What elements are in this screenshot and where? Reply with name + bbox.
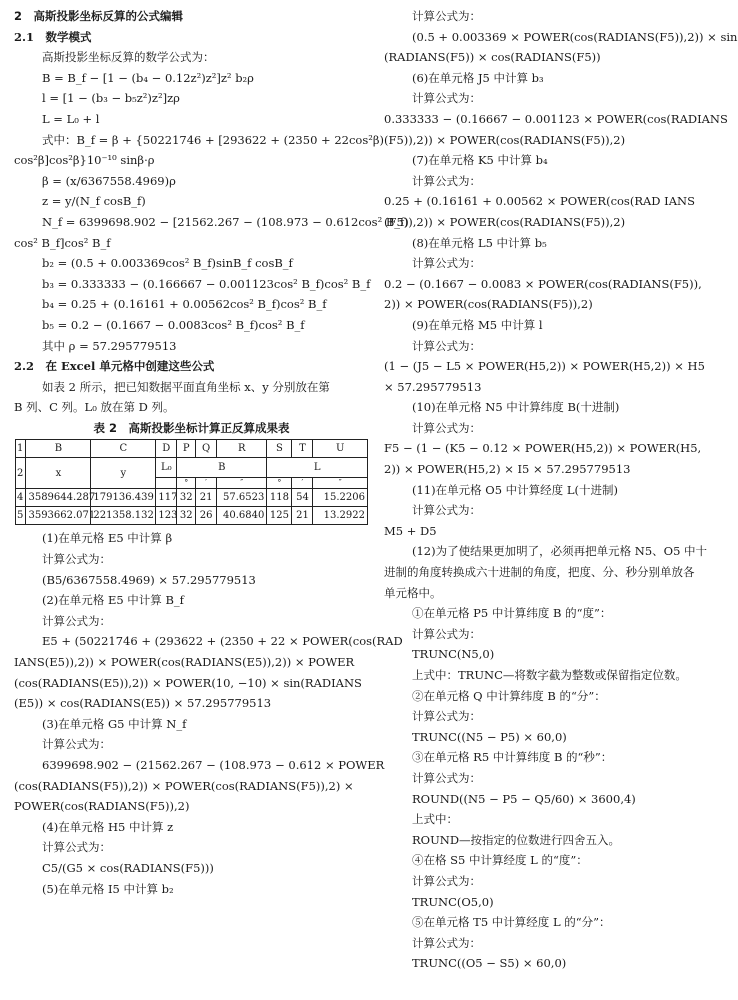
text-line: (cos(RADIANS(E5)),2)) × POWER(10, −10) × sin(RADIANS (14, 675, 362, 690)
text-line: (7)在单元格 K5 中计算 b₄ (412, 153, 548, 168)
table-header-cell: x (26, 458, 91, 489)
table-header-cell: L (267, 458, 368, 477)
table-cell: 118 (267, 489, 292, 507)
table-header-cell: P (177, 440, 196, 458)
table-cell: 21 (292, 507, 313, 525)
table-header-cell: D (156, 440, 177, 458)
table-header-cell: 1 (16, 440, 26, 458)
text-line: 计算公式为： (42, 613, 111, 628)
text-line: (F5)),2)) × POWER(cos(RADIANS(F5)),2) (384, 214, 626, 229)
table-header-cell: ′ (196, 477, 217, 489)
text-line: (E5)) × cos(RADIANS(E5)) × 57.295779513 (14, 696, 272, 711)
table-header-cell: B (26, 440, 91, 458)
text-line: 计算公式为： (412, 935, 481, 950)
table-header-cell: S (267, 440, 292, 458)
text-line: 上式中： (412, 812, 458, 827)
text-line: 式中：B_f = β + {50221746 + [293622 + (2350 + 22cos²β) (42, 132, 384, 147)
table-header-cell: R (217, 440, 267, 458)
table-cell: 32 (177, 507, 196, 525)
left-text-after-table (14, 528, 403, 899)
table-row (16, 489, 368, 507)
section-heading: 2.1 数学模式 (14, 29, 92, 44)
table-cell: 32 (177, 489, 196, 507)
text-line: ④在格 S5 中计算经度 L 的“度”： (412, 853, 588, 868)
text-line: (11)在单元格 O5 中计算经度 L(十进制) (412, 482, 618, 497)
text-line: 计算公式为： (412, 873, 481, 888)
text-line: (RADIANS(F5)) × cos(RADIANS(F5)) (384, 50, 601, 65)
section-heading: 2 高斯投影坐标反算的公式编辑 (14, 9, 183, 23)
table-cell: 179136.439 (91, 489, 156, 507)
table-header-cell: L₀ (156, 458, 177, 477)
table-cell: 3593662.071 (26, 507, 91, 525)
left-column (14, 6, 409, 899)
table-header-cell: y (91, 458, 156, 489)
table-cell: 125 (267, 507, 292, 525)
text-line: L = L₀ + l (42, 111, 100, 126)
table-header-cell: ″ (217, 477, 267, 489)
text-line: (1 − (J5 − L5 × POWER(H5,2)) × POWER(H5,2)) × H5 (384, 359, 705, 374)
text-line: 高斯投影坐标反算的数学公式为： (42, 50, 215, 65)
table-header-cell: ″ (313, 477, 368, 489)
table-cell: 13.2922 (313, 507, 368, 525)
text-line: TRUNC(O5,0) (412, 894, 494, 909)
section-heading: 2.2 在 Excel 单元格中创建这些公式 (14, 359, 215, 374)
table-header-row (16, 440, 368, 458)
table-header-cell: C (91, 440, 156, 458)
text-line: ③在单元格 R5 中计算纬度 B 的“秒”： (412, 750, 613, 765)
text-line: (B5/6367558.4969) × 57.295779513 (42, 572, 256, 587)
text-line: 计算公式为： (412, 626, 481, 641)
text-line: B 列、C 列。L₀ 放在第 D 列。 (14, 400, 175, 415)
text-line: 计算公式为： (412, 173, 481, 188)
text-line: 计算公式为： (412, 503, 481, 518)
table-cell: 5 (16, 507, 26, 525)
text-line: (cos(RADIANS(F5)),2)) × POWER(cos(RADIANS(F5)),2) × (14, 778, 354, 793)
text-line: × 57.295779513 (384, 379, 482, 394)
text-line: F5 − (1 − (K5 − 0.12 × POWER(H5,2)) × POWER(H5, (384, 441, 702, 456)
table-cell: 15.2206 (313, 489, 368, 507)
text-line: (0.5 + 0.003369 × POWER(cos(RADIANS(F5)),2)) × sin (412, 29, 738, 44)
table-header-cell: ′ (292, 477, 313, 489)
table-header-row (16, 458, 368, 477)
table-header-cell: ° (177, 477, 196, 489)
text-line: ROUND((N5 − P5 − Q5/60) × 3600,4) (412, 791, 636, 806)
text-line: C5/(G5 × cos(RADIANS(F5))) (42, 860, 214, 875)
text-line: 计算公式为： (412, 709, 481, 724)
table-header-cell: 2 (16, 458, 26, 489)
text-line: 计算公式为： (412, 770, 481, 785)
text-line: (8)在单元格 L5 中计算 b₅ (412, 235, 547, 250)
text-line: 计算公式为： (412, 338, 481, 353)
text-line: 计算公式为： (412, 9, 481, 23)
table-header-cell: Q (196, 440, 217, 458)
text-line: 2)) × POWER(H5,2) × I5 × 57.295779513 (384, 462, 631, 477)
text-line: 其中 ρ = 57.295779513 (42, 338, 177, 353)
text-line: (2)在单元格 E5 中计算 B_f (42, 593, 184, 608)
text-line: 计算公式为： (412, 420, 481, 435)
text-line: 单元格中。 (384, 585, 442, 600)
table-row (16, 507, 368, 525)
text-line: (1)在单元格 E5 中计算 β (42, 531, 173, 546)
text-line: 上式中：TRUNC—将数字截为整数或保留指定位数。 (412, 668, 687, 682)
table-cell: 21 (196, 489, 217, 507)
text-line: cos²β]cos²β}10⁻¹⁰ sinβ·ρ (14, 153, 155, 168)
text-line: 计算公式为： (412, 256, 481, 271)
table-caption: 表 2 高斯投影坐标计算正反算成果表 (93, 420, 290, 435)
text-line: E5 + (50221746 + (293622 + (2350 + 22 × POWER(cos(RAD (42, 634, 403, 649)
text-line: 0.25 + (0.16161 + 0.00562 × POWER(cos(RAD IANS (384, 194, 695, 209)
text-line: 0.333333 − (0.16667 − 0.001123 × POWER(cos(RADIANS (384, 111, 728, 126)
text-line: b₄ = 0.25 + (0.16161 + 0.00562cos² B_f)cos² B_f (42, 297, 327, 312)
text-line: 如表 2 所示，把已知数据平面直角坐标 x、y 分别放在第 (42, 379, 330, 394)
left-text-before-table (14, 6, 409, 438)
text-line: (10)在单元格 N5 中计算纬度 B(十进制) (412, 400, 620, 415)
text-line: (6)在单元格 J5 中计算 b₃ (412, 70, 544, 85)
table-cell: 54 (292, 489, 313, 507)
text-line: 计算公式为： (42, 737, 111, 752)
text-line: l = [1 − (b₃ − b₅z²)z²]zρ (42, 91, 180, 106)
table-header-cell (156, 477, 177, 489)
results-table (15, 439, 368, 525)
text-line: 计算公式为： (412, 91, 481, 106)
text-line: (9)在单元格 M5 中计算 l (412, 317, 543, 332)
text-line: M5 + D5 (384, 523, 437, 538)
table-header-cell: T (292, 440, 313, 458)
table-cell: 40.6840 (217, 507, 267, 525)
text-line: (4)在单元格 H5 中计算 z (42, 819, 174, 834)
text-line: POWER(cos(RADIANS(F5)),2) (14, 799, 190, 814)
text-line: b₅ = 0.2 − (0.1667 − 0.0083cos² B_f)cos² B_f (42, 317, 305, 332)
text-line: 计算公式为： (42, 840, 111, 855)
text-line: 2)) × POWER(cos(RADIANS(F5)),2) (384, 297, 593, 312)
text-line: b₂ = (0.5 + 0.003369cos² B_f)sinB_f cosB_f (42, 256, 293, 271)
text-line: ②在单元格 Q 中计算纬度 B 的“分”： (412, 688, 606, 703)
text-line: cos² B_f]cos² B_f (14, 235, 111, 250)
text-line: β = (x/6367558.4969)ρ (42, 173, 176, 188)
text-line: TRUNC(N5,0) (412, 647, 495, 662)
text-line: 6399698.902 − (21562.267 − (108.973 − 0.612 × POWER (42, 758, 385, 772)
text-line: 计算公式为： (42, 552, 111, 567)
text-line: ⑤在单元格 T5 中计算经度 L 的“分”： (412, 915, 611, 930)
text-line: 0.2 − (0.1667 − 0.0083 × POWER(cos(RADIANS(F5)), (384, 276, 702, 291)
text-line: (F5)),2)) × POWER(cos(RADIANS(F5)),2) (384, 132, 626, 147)
text-line: ①在单元格 P5 中计算纬度 B 的“度”： (412, 606, 612, 621)
text-line: b₃ = 0.333333 − (0.166667 − 0.001123cos² B_f)cos² B_f (42, 276, 371, 291)
table-cell: 57.6523 (217, 489, 267, 507)
text-line: (3)在单元格 G5 中计算 N_f (42, 716, 187, 731)
table-cell: 123 (156, 507, 177, 525)
text-line: TRUNC((N5 − P5) × 60,0) (412, 729, 567, 744)
table-cell: 3589644.287 (26, 489, 91, 507)
table-header-cell: B (177, 458, 267, 477)
table-cell: 4 (16, 489, 26, 507)
text-line: N_f = 6399698.902 − [21562.267 − (108.973 − 0.612cos² B_f) (42, 214, 409, 229)
table-header-cell: U (313, 440, 368, 458)
table-header-cell: ° (267, 477, 292, 489)
text-line: 进制的角度转换成六十进制的角度，把度、分、秒分别单放各 (384, 565, 695, 580)
text-line: TRUNC((O5 − S5) × 60,0) (412, 956, 567, 971)
text-line: IANS(E5)),2)) × POWER(cos(RADIANS(E5)),2)) × POWER (14, 655, 355, 670)
table-cell: 26 (196, 507, 217, 525)
text-line: z = y/(N_f cosB_f) (42, 194, 146, 209)
table-cell: 117 (156, 489, 177, 507)
text-line: (12)为了使结果更加明了，必须再把单元格 N5、O5 中十 (412, 544, 708, 559)
text-line: ROUND—按指定的位数进行四舍五入。 (412, 832, 621, 847)
text-line: B = B_f − [1 − (b₄ − 0.12z²)z²]z² b₂ρ (42, 70, 254, 85)
text-line: (5)在单元格 I5 中计算 b₂ (42, 881, 174, 896)
right-column (384, 6, 738, 974)
table-cell: 221358.132 (91, 507, 156, 525)
